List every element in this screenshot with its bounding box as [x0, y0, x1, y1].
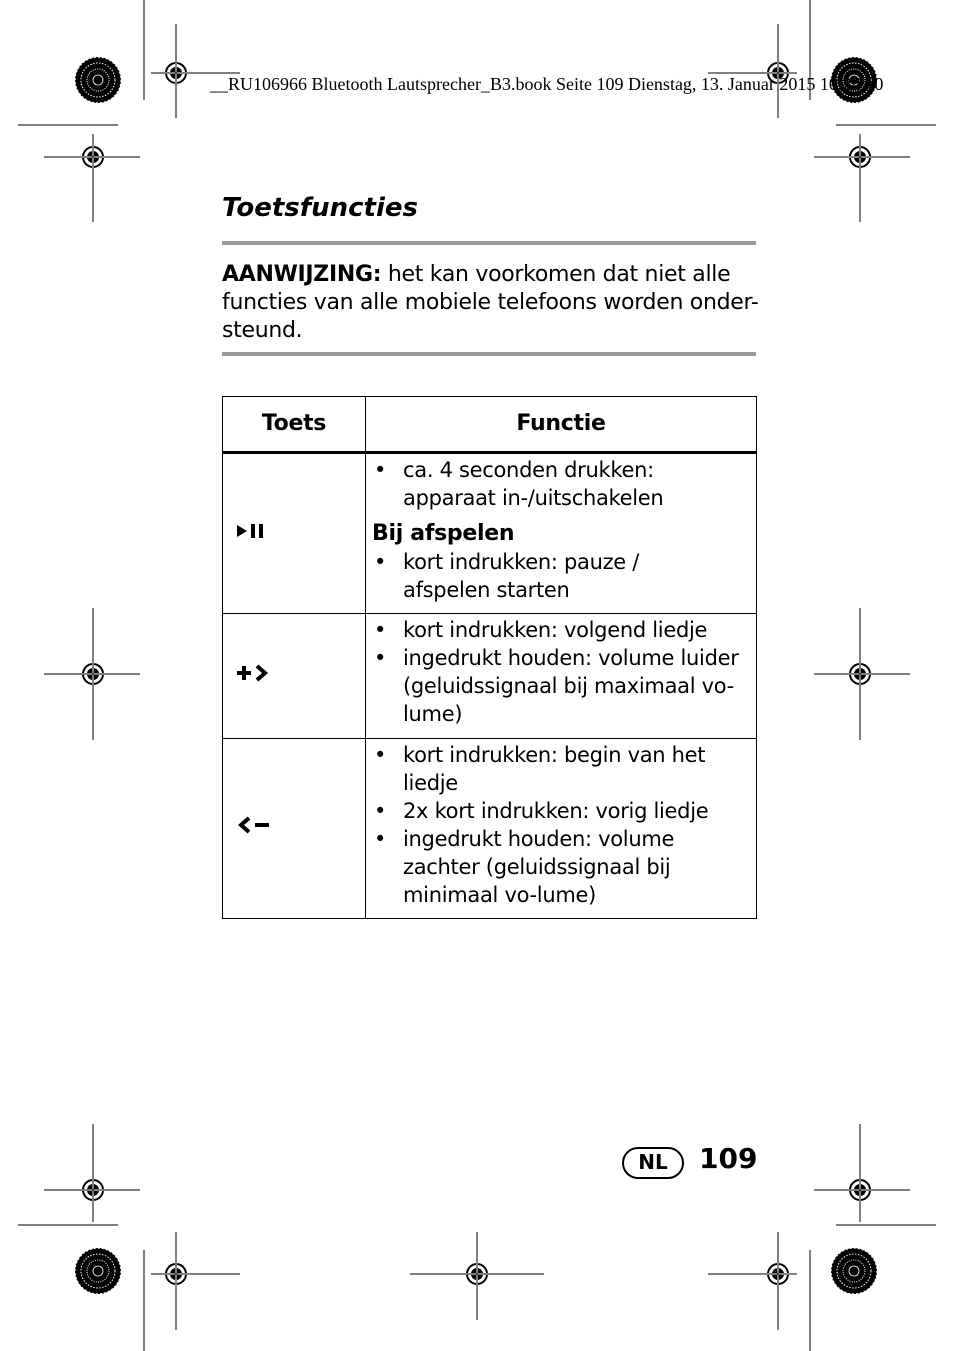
- list-item: • kort indrukken: pauze / afspelen starten: [372, 548, 673, 604]
- function-cell: [366, 739, 757, 919]
- subheading-bij-afspelen: Bij afspelen: [372, 521, 515, 546]
- list-item: • kort indrukken: volgend liedje: [372, 616, 752, 644]
- table-row: [223, 614, 757, 739]
- header-toets: Toets: [223, 397, 366, 453]
- list-item: • kort indrukken: begin van het liedje: [372, 741, 723, 797]
- language-badge: NL: [622, 1147, 684, 1179]
- play-pause-icon: [235, 521, 269, 541]
- volume-up-next-icon: [235, 662, 273, 684]
- key-cell: [223, 453, 366, 614]
- top-divider: [222, 241, 756, 245]
- key-cell: [223, 739, 366, 919]
- note-label: AANWIJZING:: [222, 262, 382, 287]
- section-title: Toetsfuncties: [222, 193, 418, 223]
- print-header: __RU106966 Bluetooth Lautsprecher_B3.book Seite 109 Dienstag, 13. Januar 2015 10:24 10: [210, 74, 884, 94]
- key-function-table: [222, 396, 757, 919]
- table-header-row: [223, 397, 757, 453]
- function-cell: [366, 614, 757, 739]
- note-text: het kan voorkomen dat niet alle functies van alle mobiele telefoons worden onder-steund.: [222, 262, 759, 343]
- page-number: 109: [699, 1142, 758, 1175]
- bottom-divider: [222, 352, 756, 356]
- key-cell: [223, 614, 366, 739]
- list-item: • 2x kort indrukken: vorig liedje: [372, 797, 752, 825]
- previous-volume-down-icon: [235, 814, 273, 836]
- list-item: • ca. 4 seconden drukken: apparaat in-/uitschakelen: [372, 456, 683, 512]
- function-cell: [366, 453, 757, 614]
- table-row: [223, 453, 757, 614]
- list-item: • ingedrukt houden: volume luider (geluidssignaal bij maximaal vo-lume): [372, 644, 752, 728]
- table-row: [223, 739, 757, 919]
- note-paragraph: [222, 261, 762, 345]
- list-item: • ingedrukt houden: volume zachter (geluidssignaal bij minimaal vo-lume): [372, 825, 752, 909]
- header-functie: Functie: [366, 397, 757, 453]
